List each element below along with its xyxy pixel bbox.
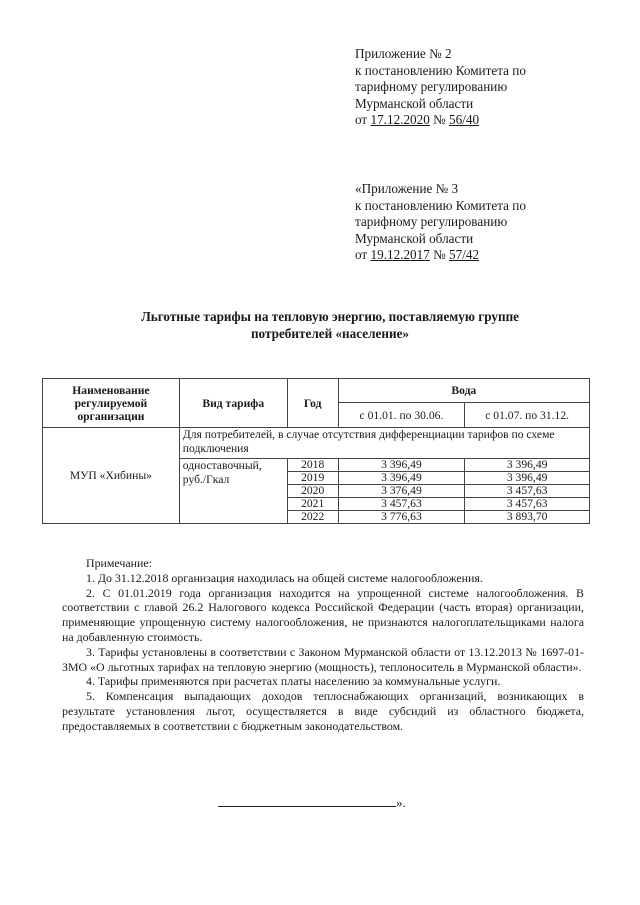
value-period-1: 3 396,49 [338,472,465,485]
blank-line [218,794,396,807]
header-year: Год [287,379,338,428]
number-prefix: № [429,247,450,263]
appendix-line: «Приложение № 3 [355,181,459,196]
appendix-line: тарифному регулированию [355,79,508,95]
appendix-number: 56/40 [449,112,480,128]
appendix-line: Мурманской области [355,95,474,111]
appendix-date-line [355,247,526,264]
closing-suffix: ». [396,795,406,810]
tariff-type-cell: одноставочный, руб./Гкал [179,459,287,524]
note-item: 5. Компенсация выпадающих доходов теплоснабжающих организаций, возникающих в результате установления льгот, осуществляется в виде субсидий из областного бюджета, предоставляемых в соответствии с бюджетным законодательством. [62,689,584,733]
value-period-2: 3 893,70 [465,511,590,524]
appendix-line: к постановлению Комитета по [355,62,526,78]
organization-cell: МУП «Хибины» [43,428,180,524]
value-period-1: 3 396,49 [338,459,465,472]
value-period-2: 3 457,63 [465,485,590,498]
appendix-date: 17.12.2020 [370,112,430,128]
header-period-1: с 01.01. по 30.06. [338,403,465,428]
condition-cell: Для потребителей, в случае отсутствия дифференциации тарифов по схеме подключения [179,428,589,459]
note-item: 1. До 31.12.2018 организация находилась на общей системе налогообложения. [86,570,483,585]
year-cell: 2020 [287,485,338,498]
appendix-line: Мурманской области [355,230,474,246]
header-period-2: с 01.07. по 31.12. [465,403,590,428]
note-item: 4. Тарифы применяются при расчетах платы населению за коммунальные услуги. [86,674,501,689]
notes-section [62,556,584,734]
appendix-date: 19.12.2017 [370,247,430,263]
appendix-line: Приложение № 2 [355,46,452,61]
date-prefix: от [355,112,371,128]
header-water: Вода [338,379,589,403]
notes-heading: Примечание: [86,556,152,570]
year-cell: 2018 [287,459,338,472]
value-period-1: 3 457,63 [338,498,465,511]
tariff-table [42,378,590,524]
number-prefix: № [429,112,450,128]
appendix-line: к постановлению Комитета по [355,197,526,213]
value-period-2: 3 396,49 [465,459,590,472]
appendix-date-line [355,112,526,129]
value-period-2: 3 396,49 [465,472,590,485]
value-period-1: 3 376,49 [338,485,465,498]
value-period-1: 3 776,63 [338,511,465,524]
title-line: Льготные тарифы на тепловую энергию, поставляемую группе [140,309,520,324]
note-item: 3. Тарифы установлены в соответствии с Законом Мурманской области от 13.12.2013 № 1697-01-ЗМО «О льготных тарифах на тепловую энергию (мощность), теплоноситель в Мурманской области». [62,644,584,674]
year-cell: 2022 [287,511,338,524]
header-organization: Наименование регулируемой организации [43,379,180,428]
appendix-previous-header [355,181,526,264]
closing-line [218,794,406,811]
appendix-number: 57/42 [449,247,480,263]
note-item: 2. С 01.01.2019 года организация находится на упрощенной системе налогообложения. В соответствии с главой 26.2 Налогового кодекса Российской Федерации (часть вторая) организации, применяющие упрощенную систему налогообложения, не признаются налогоплательщиками налога на добавленную стоимость. [62,585,584,644]
year-cell: 2019 [287,472,338,485]
appendix-current-header [355,46,526,129]
header-tariff-type: Вид тарифа [179,379,287,428]
title-line: потребителей «население» [250,326,410,341]
date-prefix: от [355,247,371,263]
document-title [60,308,600,342]
appendix-line: тарифному регулированию [355,214,508,230]
year-cell: 2021 [287,498,338,511]
value-period-2: 3 457,63 [465,498,590,511]
